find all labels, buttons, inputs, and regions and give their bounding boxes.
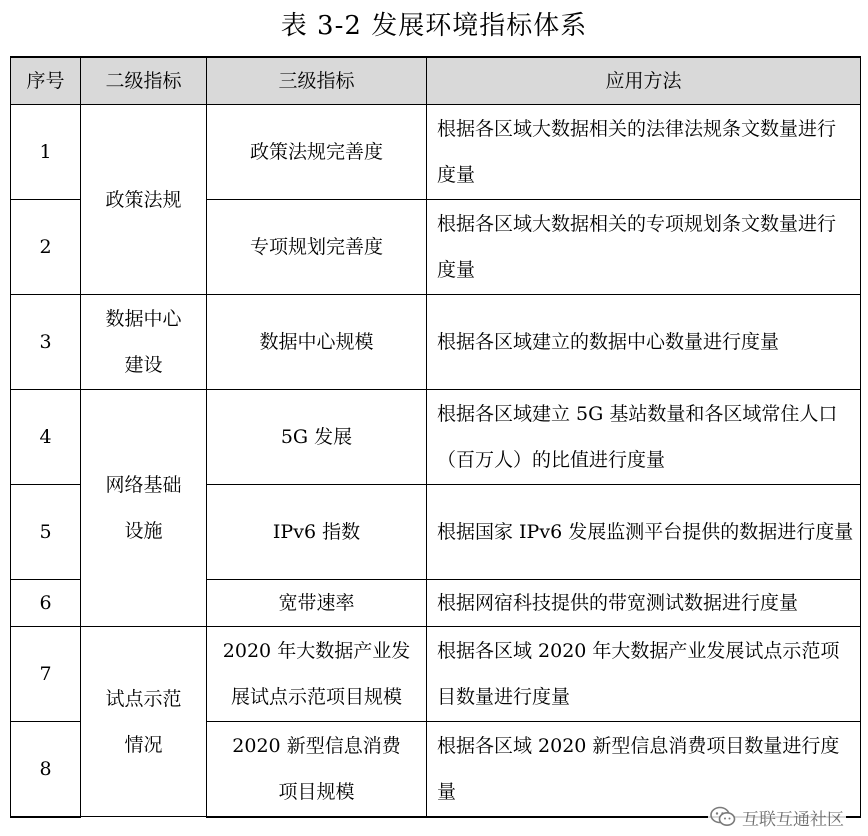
- cell-method: 根据国家 IPv6 发展监测平台提供的数据进行度量: [427, 485, 861, 580]
- table-header-row: [11, 57, 861, 105]
- cell-level3: 5G 发展: [207, 390, 427, 485]
- cell-level2: 网络基础设施: [81, 390, 207, 627]
- wechat-icon: [710, 806, 736, 828]
- header-no: 序号: [11, 57, 81, 105]
- cell-level3: 2020 年大数据产业发展试点示范项目规模: [207, 627, 427, 722]
- cell-no: 7: [11, 627, 81, 722]
- table-caption: 表 3-2 发展环境指标体系: [280, 11, 588, 41]
- table-row: [11, 105, 861, 200]
- table-row: [11, 295, 861, 390]
- cell-no: 5: [11, 485, 81, 580]
- cell-level3: 政策法规完善度: [207, 105, 427, 200]
- cell-level3: 宽带速率: [207, 580, 427, 627]
- cell-method: 根据网宿科技提供的带宽测试数据进行度量: [427, 580, 861, 627]
- cell-level2: 政策法规: [81, 105, 207, 295]
- cell-no: 4: [11, 390, 81, 485]
- cell-no: 6: [11, 580, 81, 627]
- cell-no: 8: [11, 722, 81, 817]
- indicator-table: [10, 56, 861, 818]
- cell-level3: IPv6 指数: [207, 485, 427, 580]
- cell-no: 3: [11, 295, 81, 390]
- cell-level3: 2020 新型信息消费项目规模: [207, 722, 427, 817]
- cell-method: 根据各区域大数据相关的专项规划条文数量进行度量: [427, 200, 861, 295]
- cell-method: 根据各区域建立的数据中心数量进行度量: [427, 295, 861, 390]
- cell-no: 1: [11, 105, 81, 200]
- table-row: [11, 627, 861, 722]
- cell-method: 根据各区域 2020 新型信息消费项目数量进行度量: [427, 722, 861, 817]
- header-level2: 二级指标: [81, 57, 207, 105]
- cell-level3: 数据中心规模: [207, 295, 427, 390]
- cell-method: 根据各区域建立 5G 基站数量和各区域常住人口（百万人）的比值进行度量: [427, 390, 861, 485]
- cell-level2: 试点示范情况: [81, 627, 207, 817]
- watermark-text: 互联互通社区: [742, 809, 844, 830]
- header-method: 应用方法: [427, 57, 861, 105]
- cell-level2: 数据中心建设: [81, 295, 207, 390]
- table-row: [11, 390, 861, 485]
- watermark: [708, 804, 846, 830]
- cell-method: 根据各区域 2020 年大数据产业发展试点示范项目数量进行度量: [427, 627, 861, 722]
- header-level3: 三级指标: [207, 57, 427, 105]
- cell-no: 2: [11, 200, 81, 295]
- cell-method: 根据各区域大数据相关的法律法规条文数量进行度量: [427, 105, 861, 200]
- cell-level3: 专项规划完善度: [207, 200, 427, 295]
